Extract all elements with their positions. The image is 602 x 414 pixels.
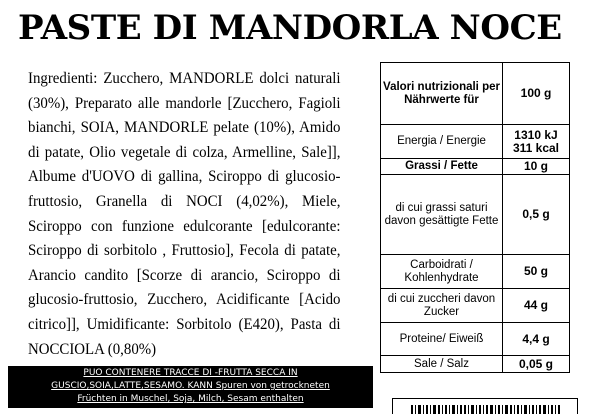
nutrition-table: [380, 62, 570, 373]
product-title: PASTE DI MANDORLA NOCE: [18, 8, 562, 48]
nutrition-label: Energia / Energie: [381, 125, 503, 159]
nutrition-row-energy: [381, 125, 570, 159]
nutrition-label: di cui grassi saturi davon gesättigte Fette: [381, 175, 503, 255]
ingredients-text: Ingredienti: Zucchero, MANDORLE dolci naturali (30%), Preparato alle mandorle [Zucchero, Fagioli bianchi, SOIA, MANDORLE pelate (10%), Amido di patate, Olio vegetale di colza, Armelline, Sale]], Albume d'UOVO di gallina, Sciroppo di glucosio-fruttosio, Granella di NOCI (4,02%), Miele, Sciroppo con funzione edulcorante [edulcorante: Sciroppo di sorbitolo , Fruttosio], Fecola di patate, Arancio candito [Scorze di arancio, Sciroppo di glucosio-fruttosio, Zucchero, Acidificante [Acido citrico]], Umidificante: Sorbitolo (E420), Pasta di NOCCIOLA (0,80%): [28, 70, 341, 358]
nutrition-header-label: Valori nutrizionali per Nährwerte für: [381, 63, 503, 125]
nutrition-row-carbohydrates: [381, 255, 570, 289]
nutrition-header-row: [381, 63, 570, 125]
nutrition-value: 50 g: [503, 255, 570, 289]
allergen-line: GUSCIO,SOIA,LATTE,SESAMO. KANN Spuren von getrockneten: [51, 381, 330, 391]
nutrition-header-value: 100 g: [503, 63, 570, 125]
nutrition-row-saturated-fat: [381, 175, 570, 255]
nutrition-label: Sale / Salz: [381, 356, 503, 373]
allergen-warning-box: [8, 366, 373, 408]
nutrition-value: 10 g: [503, 159, 570, 175]
nutrition-row-salt: [381, 356, 570, 373]
allergen-line: Früchten in Muschel, Soja, Milch, Sesam enthalten: [77, 394, 304, 404]
nutrition-label: Proteine/ Eiweiß: [381, 323, 503, 356]
nutrition-row-sugars: [381, 289, 570, 323]
nutrition-label: Carboidrati / Kohlenhydrate: [381, 255, 503, 289]
nutrition-row-protein: [381, 323, 570, 356]
nutrition-row-fat: [381, 159, 570, 175]
nutrition-value: 0,5 g: [503, 175, 570, 255]
nutrition-value: 1310 kJ 311 kcal: [503, 125, 570, 159]
nutrition-label: Grassi / Fette: [381, 159, 503, 175]
nutrition-value: 0,05 g: [503, 356, 570, 373]
nutrition-value: 4,4 g: [503, 323, 570, 356]
allergen-line: PUO CONTENERE TRACCE DI -FRUTTA SECCA IN: [83, 368, 298, 378]
nutrition-value: 44 g: [503, 289, 570, 323]
nutrition-label: di cui zuccheri davon Zucker: [381, 289, 503, 323]
